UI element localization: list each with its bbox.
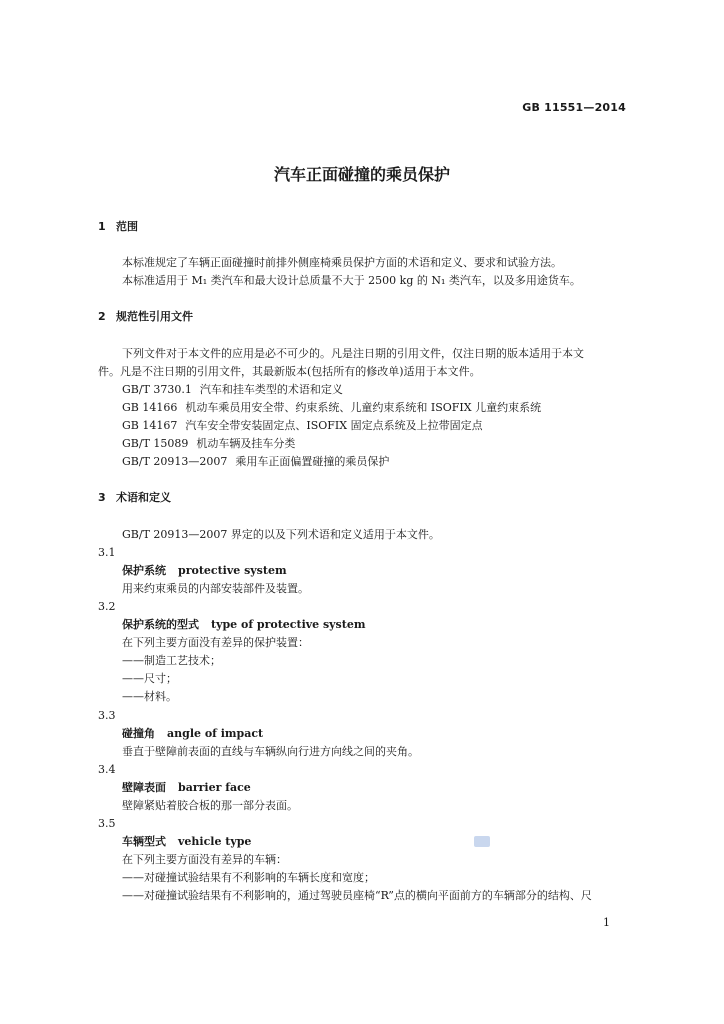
reference-title: 汽车安全带安装固定点、ISOFIX 固定点系统及上拉带固定点	[185, 419, 483, 432]
term-heading	[122, 618, 365, 632]
reference-item	[122, 383, 343, 397]
term-en: barrier face	[178, 781, 251, 794]
term-zh: 壁障表面	[122, 781, 166, 794]
reference-title: 乘用车正面偏置碰撞的乘员保护	[235, 455, 390, 468]
section-3-heading	[98, 491, 171, 505]
paragraph: 本标准适用于 M₁ 类汽车和最大设计总质量不大于 2500 kg 的 N₁ 类汽车，以及多用途货车。	[122, 274, 581, 287]
definition-line: 用来约束乘员的内部安装部件及装置。	[122, 582, 309, 595]
standard-code: GB 11551—2014	[522, 101, 626, 114]
term-en: vehicle type	[178, 835, 252, 848]
term-en: protective system	[178, 564, 287, 577]
definition-line: 在下列主要方面没有差异的保护装置：	[122, 636, 309, 649]
document-title: 汽车正面碰撞的乘员保护	[273, 165, 450, 184]
term-heading	[122, 727, 263, 741]
term-heading	[122, 564, 287, 578]
term-zh: 保护系统的型式	[122, 618, 199, 631]
term-zh: 保护系统	[122, 564, 166, 577]
clause-number: 3.3	[98, 709, 116, 722]
watermark-stamp	[474, 836, 490, 847]
definition-line: ——对碰撞试验结果有不利影响的，通过驾驶员座椅“R”点的横向平面前方的车辆部分的结构、尺	[122, 889, 592, 902]
definition-line: ——制造工艺技术；	[122, 654, 221, 667]
reference-item	[122, 419, 483, 433]
definition-line: 在下列主要方面没有差异的车辆：	[122, 853, 287, 866]
definition-line: ——对碰撞试验结果有不利影响的车辆长度和宽度；	[122, 871, 375, 884]
clause-number: 3.2	[98, 600, 116, 613]
reference-title: 汽车和挂车类型的术语和定义	[199, 383, 343, 396]
clause-number: 3.4	[98, 763, 116, 776]
reference-title: 机动车乘员用安全带、约束系统、儿童约束系统和 ISOFIX 儿童约束系统	[185, 401, 542, 414]
paragraph: 下列文件对于本文件的应用是必不可少的。凡是注日期的引用文件，仅注日期的版本适用于本文	[122, 347, 584, 360]
section-number: 3	[98, 491, 106, 504]
reference-code: GB/T 20913—2007	[122, 455, 228, 468]
reference-item	[122, 401, 541, 415]
definition-line: 壁障紧贴着胶合板的那一部分表面。	[122, 799, 298, 812]
definition-line: ——材料。	[122, 690, 177, 703]
reference-code: GB 14166	[122, 401, 178, 414]
clause-number: 3.5	[98, 817, 116, 830]
paragraph: 本标准规定了车辆正面碰撞时前排外侧座椅乘员保护方面的术语和定义、要求和试验方法。	[122, 256, 562, 269]
section-number: 2	[98, 310, 106, 323]
paragraph: 件。凡是不注日期的引用文件，其最新版本(包括所有的修改单)适用于本文件。	[98, 365, 481, 378]
definition-line: 垂直于壁障前表面的直线与车辆纵向行进方向线之间的夹角。	[122, 745, 419, 758]
reference-item	[122, 455, 389, 469]
term-en: type of protective system	[211, 618, 366, 631]
page-number: 1	[603, 916, 610, 929]
term-heading	[122, 835, 251, 849]
section-number: 1	[98, 220, 106, 233]
reference-code: GB/T 3730.1	[122, 383, 192, 396]
section-title: 术语和定义	[116, 491, 171, 504]
definition-line: ——尺寸；	[122, 672, 177, 685]
reference-code: GB/T 15089	[122, 437, 189, 450]
reference-code: GB 14167	[122, 419, 178, 432]
section-title: 规范性引用文件	[116, 310, 193, 323]
term-en: angle of impact	[167, 727, 264, 740]
clause-number: 3.1	[98, 546, 116, 559]
term-zh: 车辆型式	[122, 835, 166, 848]
reference-item	[122, 437, 295, 451]
section-2-heading	[98, 310, 193, 324]
section-title: 范围	[116, 220, 138, 233]
term-zh: 碰撞角	[122, 727, 155, 740]
paragraph: GB/T 20913—2007 界定的以及下列术语和定义适用于本文件。	[122, 528, 440, 541]
term-heading	[122, 781, 251, 795]
reference-title: 机动车辆及挂车分类	[196, 437, 296, 450]
section-1-heading	[98, 220, 138, 234]
